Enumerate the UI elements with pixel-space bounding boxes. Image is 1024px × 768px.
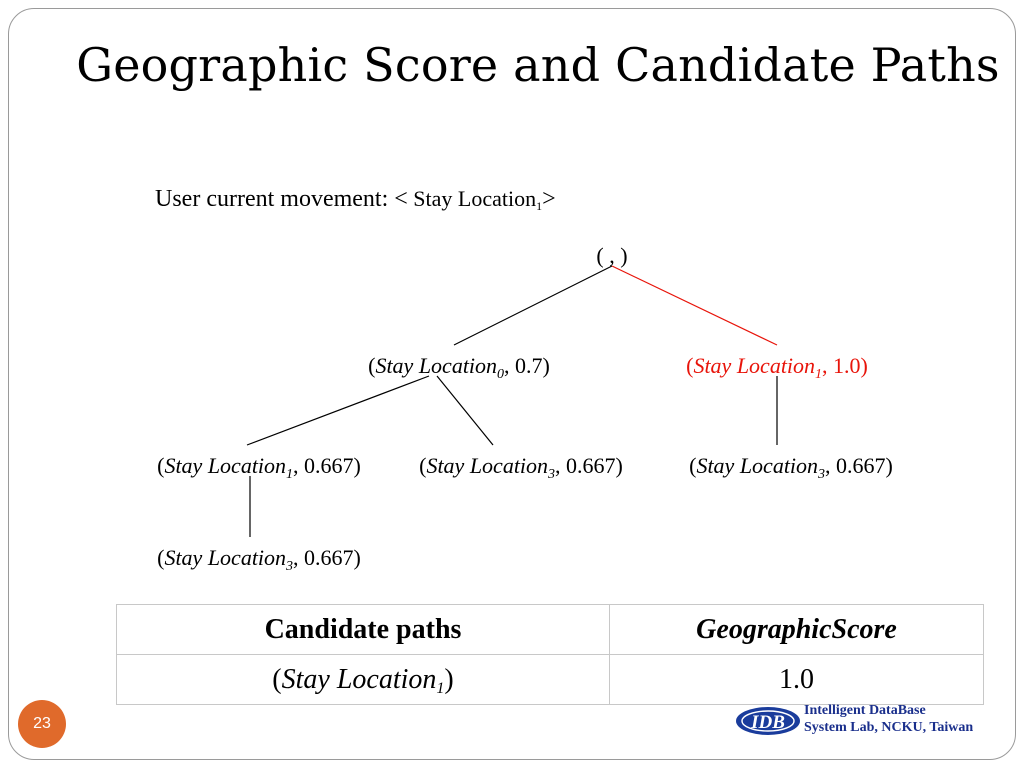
node-location-subscript: 1 <box>815 367 823 382</box>
tree-edge <box>437 376 493 445</box>
geographic-score-cell: 1.0 <box>610 655 984 705</box>
node-location-subscript: 3 <box>818 467 826 482</box>
node-location-subscript: 3 <box>548 467 556 482</box>
tree-root-node <box>596 243 627 269</box>
node-location-subscript: 0 <box>497 367 505 382</box>
movement-location-subscript: 1 <box>536 199 543 213</box>
node-location-subscript: 1 <box>286 467 294 482</box>
root-label: ( , ) <box>596 243 628 268</box>
idb-logo-icon <box>734 704 802 738</box>
node-score: 0.7 <box>515 353 543 378</box>
path-location-name: Stay Location <box>281 663 437 695</box>
node-location-name: Stay Location <box>164 453 287 478</box>
table-header-row <box>117 605 984 655</box>
node-score: 1.0 <box>833 353 861 378</box>
page-number-badge: 23 <box>18 700 66 748</box>
table-header-cell: Candidate paths <box>117 605 610 655</box>
tree-edge <box>454 266 612 345</box>
movement-location-name: Stay Location <box>413 186 537 211</box>
node-location-name: Stay Location <box>164 545 287 570</box>
node-location-name: Stay Location <box>375 353 498 378</box>
movement-suffix: > <box>542 186 556 212</box>
movement-prefix: User current movement: < <box>155 186 408 212</box>
node-location-name: Stay Location <box>693 353 816 378</box>
node-score: 0.667 <box>836 453 886 478</box>
tree-node-highlighted: (Stay Location$_1$, 1.0) <box>686 353 868 382</box>
tree-node: (Stay Location$_3$, 0.667) <box>419 453 623 482</box>
logo-lettering: IDB <box>751 712 785 733</box>
node-score: 0.667 <box>304 545 354 570</box>
node-location-name: Stay Location <box>696 453 819 478</box>
tree-node: (Stay Location$_3$, 0.667) <box>157 545 361 574</box>
lab-credit-line2: System Lab, NCKU, Taiwan <box>804 720 974 735</box>
path-location-subscript: 1 <box>436 679 445 697</box>
table-header-cell: GeographicScore <box>610 605 984 655</box>
tree-node: (Stay Location$_1$, 0.667) <box>157 453 361 482</box>
lab-credit-line1: Intelligent DataBase <box>804 703 926 718</box>
node-location-subscript: 3 <box>286 559 294 574</box>
candidate-path-cell: (Stay Location$_1$) <box>117 655 610 705</box>
candidate-paths-table <box>116 604 984 705</box>
tree-node: (Stay Location$_3$, 0.667) <box>689 453 893 482</box>
node-location-name: Stay Location <box>426 453 549 478</box>
tree-node: (Stay Location$_0$, 0.7) <box>368 353 550 382</box>
table-row <box>117 655 984 705</box>
slide-title: Geographic Score and Candidate Paths <box>76 38 1000 92</box>
tree-edge <box>247 376 429 445</box>
node-score: 0.667 <box>304 453 354 478</box>
node-score: 0.667 <box>566 453 616 478</box>
tree-edge <box>612 266 777 345</box>
lab-credit <box>804 702 973 736</box>
